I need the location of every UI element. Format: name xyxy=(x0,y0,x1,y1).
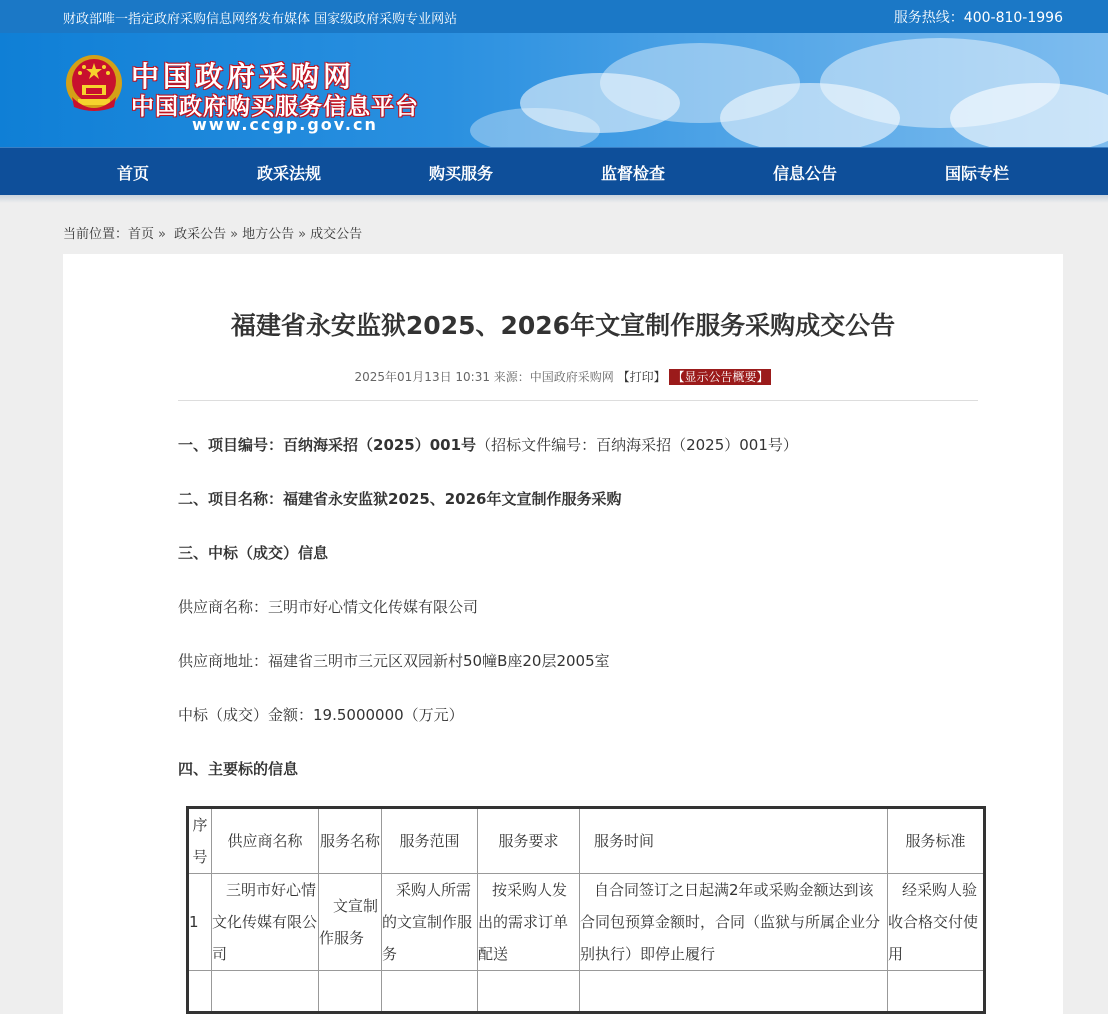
header-cell-scope: 服务范围 xyxy=(382,808,478,874)
header-cell-standard: 服务标准 xyxy=(888,808,985,874)
site-logo-title[interactable]: 中国政府采购网 xyxy=(131,60,356,93)
award-amount: 中标（成交）金额：19.5000000（万元） xyxy=(178,706,464,724)
header-cell-requirements: 服务要求 xyxy=(478,808,580,874)
breadcrumb-deal[interactable]: 成交公告 xyxy=(310,227,363,242)
top-bar-slogan: 财政部唯一指定政府采购信息网络发布媒体 国家级政府采购专业网站 xyxy=(63,12,458,27)
top-bar xyxy=(0,0,1108,33)
nav-item-supervision[interactable]: 监督检查 xyxy=(601,164,666,183)
title-divider xyxy=(178,400,978,401)
cell-empty xyxy=(319,971,382,1013)
breadcrumb-home[interactable]: 首页 xyxy=(128,227,155,242)
section-main-subject: 四、主要标的信息 xyxy=(178,760,299,778)
breadcrumb-prefix: 当前位置： xyxy=(63,227,129,242)
cell-requirements: 按采购人发出的需求订单配送 xyxy=(478,874,580,971)
section-award-info: 三、中标（成交）信息 xyxy=(178,544,329,562)
nav-item-announcements[interactable]: 信息公告 xyxy=(773,164,838,183)
project-name: 二、项目名称：福建省永安监狱2025、2026年文宣制作服务采购 xyxy=(178,490,622,508)
table-row xyxy=(188,971,985,1013)
national-emblem-icon[interactable] xyxy=(64,53,124,115)
supplier-name: 供应商名称：三明市好心情文化传媒有限公司 xyxy=(178,598,479,616)
main-nav xyxy=(0,147,1108,196)
header-cell-index: 序号 xyxy=(188,808,212,874)
subject-info-table xyxy=(186,806,986,1014)
supplier-address: 供应商地址：福建省三明市三元区双园新村50幢B座20层2005室 xyxy=(178,652,610,670)
header-cell-time: 服务时间 xyxy=(580,808,888,874)
cell-empty xyxy=(580,971,888,1013)
table-row xyxy=(188,874,985,971)
breadcrumb-separator: » xyxy=(298,227,307,242)
breadcrumb xyxy=(63,223,362,242)
article-meta xyxy=(63,368,1063,385)
header-cell-service-name: 服务名称 xyxy=(319,808,382,874)
breadcrumb-separator: » xyxy=(230,227,239,242)
nav-item-home[interactable]: 首页 xyxy=(117,164,150,183)
nav-shadow xyxy=(0,195,1108,203)
breadcrumb-separator: » xyxy=(158,227,166,242)
project-number-label: 一、项目编号：百纳海采招（2025）001号 xyxy=(178,436,477,454)
site-logo-url: www.ccgp.gov.cn xyxy=(192,115,378,134)
article-title: 福建省永安监狱2025、2026年文宣制作服务采购成交公告 xyxy=(230,311,896,340)
cell-empty xyxy=(188,971,212,1013)
breadcrumb-local[interactable]: 地方公告 xyxy=(242,227,295,242)
header-cell-supplier: 供应商名称 xyxy=(212,808,319,874)
cell-empty xyxy=(212,971,319,1013)
site-banner xyxy=(0,33,1108,147)
nav-item-purchase-services[interactable]: 购买服务 xyxy=(429,164,494,183)
tender-doc-number: （招标文件编号：百纳海采招（2025）001号） xyxy=(476,436,798,454)
cell-service-name: 文宣制作服务 xyxy=(319,874,382,971)
site-logo-subtitle: 中国政府购买服务信息平台 xyxy=(131,94,419,120)
article-date-source: 2025年01月13日 10:31 来源：中国政府采购网 xyxy=(354,370,614,384)
print-link[interactable]: 【打印】 xyxy=(617,370,666,384)
project-number xyxy=(178,434,798,455)
cell-supplier: 三明市好心情文化传媒有限公司 xyxy=(212,874,319,971)
cell-scope: 采购人所需的文宣制作服务 xyxy=(382,874,478,971)
cell-time: 自合同签订之日起满2年或采购金额达到该合同包预算金额时，合同（监狱与所属企业分别执行）即停止履行 xyxy=(580,874,888,971)
breadcrumb-announcements[interactable]: 政采公告 xyxy=(174,227,227,242)
nav-item-international[interactable]: 国际专栏 xyxy=(945,164,1010,183)
cell-empty xyxy=(478,971,580,1013)
cell-standard: 经采购人验收合格交付使用 xyxy=(888,874,985,971)
cell-empty xyxy=(888,971,985,1013)
cell-index: 1 xyxy=(188,874,212,971)
cell-empty xyxy=(382,971,478,1013)
nav-item-regulations[interactable]: 政采法规 xyxy=(257,164,322,183)
service-hotline: 服务热线：400-810-1996 xyxy=(893,10,1063,26)
table-header-row xyxy=(188,808,985,874)
article-panel xyxy=(63,254,1063,1014)
show-summary-button[interactable]: 【显示公告概要】 xyxy=(669,369,771,385)
